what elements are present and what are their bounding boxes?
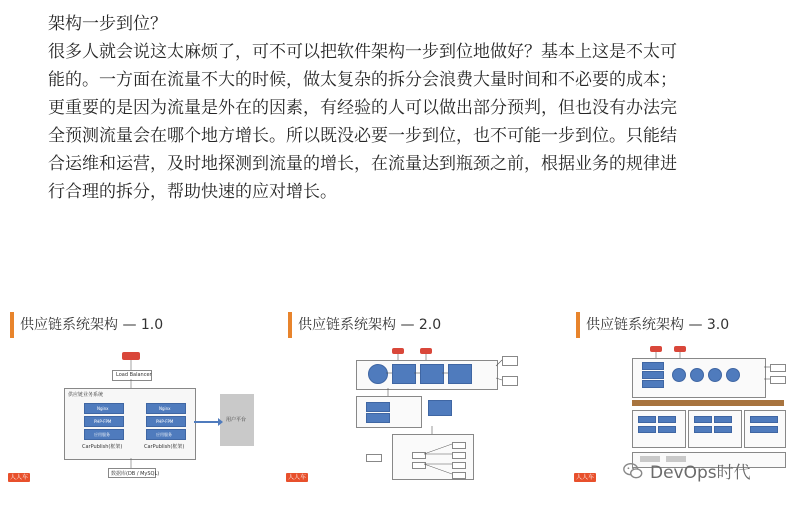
diagram-node: Nginx [146, 403, 186, 414]
company-logo: 人人车 [287, 474, 306, 481]
diagram-node: 应用服务 [146, 429, 186, 440]
article-text [48, 10, 768, 206]
article-line: 合运维和运营，及时地探测到流量的增长，在流量达到瓶颈之前，根据业务的规律进 [48, 154, 677, 174]
article-line: 行合理的拆分，帮助快速的应对增长。 [48, 182, 337, 202]
architecture-diagram [282, 306, 532, 488]
article-line: 很多人就会说这太麻烦了，可不可以把软件架构一步到位地做好？基本上这是不太可 [48, 42, 677, 62]
article-line: 能的。一方面在流量不大的时候，做太复杂的拆分会浪费大量时间和不必要的成本； [48, 70, 677, 90]
diagram-node: 应用服务 [84, 429, 124, 440]
diagram-node: PHP-FPM [84, 416, 124, 427]
diagram-connectors [4, 306, 254, 488]
article-line: 更重要的是因为流量是外在的因素，有经验的人可以做出部分预判，但也没有办法完 [48, 98, 677, 118]
article-heading: 架构一步到位？ [48, 14, 167, 34]
diagram-load-balancer: Load Balancer [112, 370, 152, 381]
watermark [622, 458, 751, 483]
diagram-node: PHP-FPM [146, 416, 186, 427]
slide-architecture-1 [4, 306, 254, 488]
slide-title: 供应链系统架构 — 3.0 [586, 317, 730, 333]
diagram-database: 数据库(DB / MySQL) [108, 468, 156, 478]
diagram-group: 供应链业务系统 [64, 388, 196, 460]
company-logo: 人人车 [575, 474, 594, 481]
slide-architecture-2 [282, 306, 532, 488]
slide-title: 供应链系统架构 — 1.0 [20, 317, 164, 333]
watermark-text: DevOps时代 [650, 463, 751, 483]
article-line: 全预测流量会在哪个地方增长。所以既没必要一步到位，也不可能一步到位。只能结 [48, 126, 677, 146]
slide-title: 供应链系统架构 — 2.0 [298, 317, 442, 333]
company-logo: 人人车 [9, 474, 28, 481]
architecture-diagram: Load Balancer 供应链业务系统 Nginx PHP-FPM 应用服务 Nginx PHP-FPM 应用服务 CarPublish(框架) CarPublish(框架) 用户平台 数据库(DB / MySQL) [4, 306, 254, 488]
diagram-node: Nginx [84, 403, 124, 414]
diagram-connectors [282, 306, 532, 488]
wechat-icon [622, 460, 644, 482]
diagram-user-platform: 用户平台 [220, 394, 254, 446]
